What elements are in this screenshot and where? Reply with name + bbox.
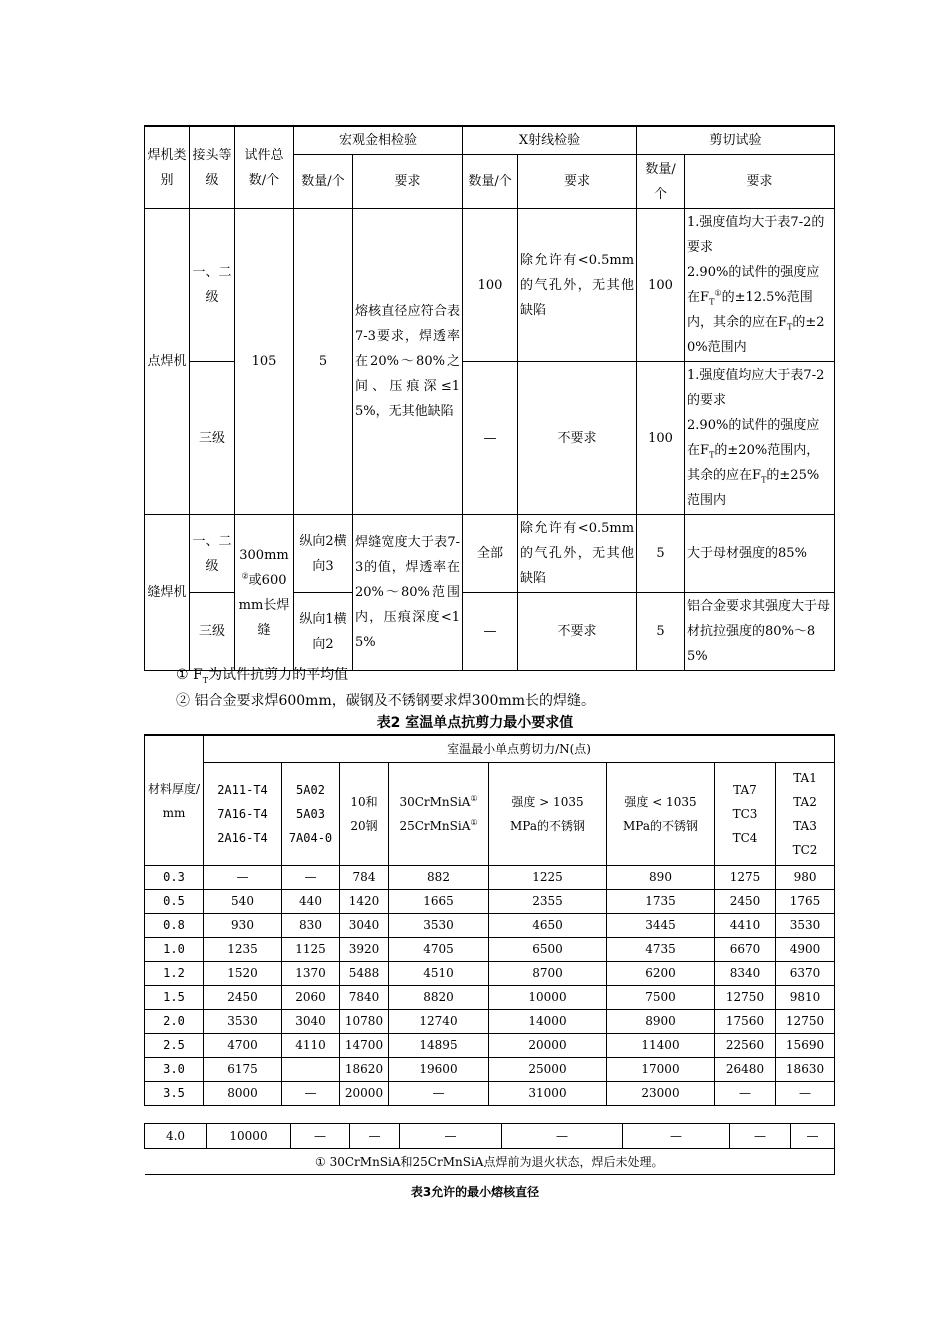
shear-value-cell bbox=[282, 1058, 340, 1082]
shear-value-cell: 7840 bbox=[340, 986, 389, 1010]
shear-value-cell: — bbox=[791, 1124, 835, 1149]
shear-value-cell: 8000 bbox=[204, 1082, 282, 1106]
shear-value-cell: 6200 bbox=[607, 962, 715, 986]
thickness-cell: 1.2 bbox=[145, 962, 204, 986]
thickness-cell: 3.5 bbox=[145, 1082, 204, 1106]
shear-force-table bbox=[144, 734, 835, 1106]
shear-value-cell: 3530 bbox=[776, 914, 835, 938]
spot-shear-req-3-d: 的±25%范围内 bbox=[687, 468, 820, 508]
shear-value-cell: 3040 bbox=[340, 914, 389, 938]
thickness-cell: 4.0 bbox=[145, 1124, 207, 1149]
shear-value-cell: 3920 bbox=[340, 938, 389, 962]
spot-shear-req-12-c: 的±12.5%范围内，其余的应在F bbox=[687, 290, 813, 330]
spot-shear-req-12 bbox=[685, 209, 835, 362]
spot-shear-req-12-a: 1.强度值均大于表7-2的要求 bbox=[687, 215, 825, 255]
header-welder-type: 焊机类别 bbox=[145, 126, 190, 209]
table1-header-row bbox=[145, 126, 835, 155]
header-macro-req: 要求 bbox=[353, 155, 463, 209]
note-1-text: 为试件抗剪力的平均值 bbox=[208, 667, 349, 683]
shear-value-cell: 8820 bbox=[389, 986, 489, 1010]
shear-value-cell: 11400 bbox=[607, 1034, 715, 1058]
shear-value-cell: 1735 bbox=[607, 890, 715, 914]
table2-footnote-row bbox=[145, 1149, 835, 1175]
note-1-symbol: F bbox=[193, 667, 203, 683]
footnote-mark-1: ① bbox=[714, 288, 722, 298]
table2-header-row bbox=[145, 735, 835, 763]
shear-value-cell: 3530 bbox=[204, 1010, 282, 1034]
footnote-mark-2: ② bbox=[241, 571, 249, 581]
seam-shear-req-3: 铝合金要求其强度大于母材抗拉强度的80%～85% bbox=[685, 593, 835, 671]
header-joint-grade: 接头等级 bbox=[190, 126, 235, 209]
header-material-line: 10和 bbox=[350, 795, 378, 809]
seam-xray-qty-3: — bbox=[463, 593, 518, 671]
table-row-4-0 bbox=[145, 1124, 835, 1149]
header-material-line: 强度 > 1035 bbox=[511, 795, 584, 809]
shear-value-cell: 1665 bbox=[389, 890, 489, 914]
thickness-cell: 2.5 bbox=[145, 1034, 204, 1058]
subscript-t: T bbox=[709, 297, 715, 307]
shear-value-cell: — bbox=[350, 1124, 400, 1149]
seam-shear-qty-12: 5 bbox=[637, 515, 685, 593]
shear-force-table-continuation bbox=[144, 1123, 835, 1175]
spot-xray-req-3: 不要求 bbox=[518, 362, 637, 515]
shear-value-cell: 17560 bbox=[715, 1010, 776, 1034]
shear-value-cell: 1275 bbox=[715, 866, 776, 890]
header-shear-req: 要求 bbox=[685, 155, 835, 209]
table2-body bbox=[145, 866, 835, 1106]
subscript-t: T bbox=[761, 475, 767, 485]
inspection-requirements-table bbox=[144, 125, 835, 671]
thickness-cell: 0.5 bbox=[145, 890, 204, 914]
spot-grade3: 三级 bbox=[190, 362, 235, 515]
shear-value-cell: 4705 bbox=[389, 938, 489, 962]
shear-value-cell: — bbox=[730, 1124, 791, 1149]
note-2-mark: ② bbox=[176, 693, 190, 709]
seam-total-a: 300mm bbox=[239, 547, 289, 563]
header-material-line: TA1 bbox=[793, 771, 817, 785]
shear-value-cell: 7500 bbox=[607, 986, 715, 1010]
shear-value-cell: 3040 bbox=[282, 1010, 340, 1034]
table-row bbox=[145, 986, 835, 1010]
header-material-col-1 bbox=[204, 763, 282, 866]
shear-value-cell: 14700 bbox=[340, 1034, 389, 1058]
header-material-line: 5A02 bbox=[296, 783, 325, 797]
spot-shear-req-3-c: 的±20%范围内，其余的应在F bbox=[687, 443, 820, 483]
shear-value-cell: 882 bbox=[389, 866, 489, 890]
header-total-specimens: 试件总数/个 bbox=[235, 126, 294, 209]
spot-total: 105 bbox=[235, 209, 294, 515]
shear-value-cell: 10000 bbox=[207, 1124, 291, 1149]
seam-macro-req: 焊缝宽度大于表7-3的值，焊透率在20%～80%范围内，压痕深度<15% bbox=[353, 515, 463, 671]
footnote-mark: ① bbox=[470, 818, 478, 827]
spot-macro-req: 熔核直径应符合表7-3要求，焊透率在20%～80%之间、压痕深≤15%，无其他缺陷 bbox=[353, 209, 463, 515]
header-material-line: MPa的不锈钢 bbox=[510, 819, 585, 833]
spot-shear-req-12-b: 2.90%的试件的强度应在F bbox=[687, 265, 820, 305]
shear-value-cell: — bbox=[776, 1082, 835, 1106]
header-material-line: MPa的不锈钢 bbox=[623, 819, 698, 833]
seam-shear-req-12: 大于母材强度的85% bbox=[685, 515, 835, 593]
shear-value-cell: — bbox=[291, 1124, 350, 1149]
table1-notes bbox=[176, 662, 595, 714]
seam-shear-qty-3: 5 bbox=[637, 593, 685, 671]
header-material-line: 5A03 bbox=[296, 807, 325, 821]
shear-value-cell: 3445 bbox=[607, 914, 715, 938]
shear-value-cell: 18630 bbox=[776, 1058, 835, 1082]
header-material-col-2 bbox=[282, 763, 340, 866]
shear-value-cell: — bbox=[282, 1082, 340, 1106]
table-row bbox=[145, 1058, 835, 1082]
shear-value-cell: 5488 bbox=[340, 962, 389, 986]
note-2 bbox=[176, 688, 595, 714]
spot-macro-qty: 5 bbox=[294, 209, 353, 515]
shear-value-cell: 26480 bbox=[715, 1058, 776, 1082]
shear-value-cell: 22560 bbox=[715, 1034, 776, 1058]
shear-value-cell: 12750 bbox=[715, 986, 776, 1010]
header-xray-inspection: X射线检验 bbox=[463, 126, 637, 155]
header-material-line: 20钢 bbox=[350, 819, 378, 833]
shear-value-cell: — bbox=[282, 866, 340, 890]
header-material-line: 7A04-0 bbox=[288, 831, 333, 845]
table-row bbox=[145, 962, 835, 986]
header-shear-force-group: 室温最小单点剪切力/N(点) bbox=[204, 735, 835, 763]
thickness-cell: 0.8 bbox=[145, 914, 204, 938]
shear-value-cell: 12750 bbox=[776, 1010, 835, 1034]
header-material-col-7 bbox=[715, 763, 776, 866]
seam-grade12-row bbox=[145, 515, 835, 593]
shear-value-cell: 6670 bbox=[715, 938, 776, 962]
header-shear-test: 剪切试验 bbox=[637, 126, 835, 155]
shear-value-cell: 6500 bbox=[489, 938, 607, 962]
header-material-line: 强度 < 1035 bbox=[624, 795, 697, 809]
shear-value-cell: 784 bbox=[340, 866, 389, 890]
spot-xray-qty-12: 100 bbox=[463, 209, 518, 362]
shear-value-cell: 10000 bbox=[489, 986, 607, 1010]
thickness-cell: 1.0 bbox=[145, 938, 204, 962]
shear-value-cell: 2450 bbox=[715, 890, 776, 914]
shear-value-cell: 17000 bbox=[607, 1058, 715, 1082]
shear-value-cell: 540 bbox=[204, 890, 282, 914]
shear-value-cell: 4410 bbox=[715, 914, 776, 938]
shear-value-cell: 4900 bbox=[776, 938, 835, 962]
spot-grade12: 一、二级 bbox=[190, 209, 235, 362]
table-row bbox=[145, 938, 835, 962]
table-row bbox=[145, 890, 835, 914]
shear-value-cell: 31000 bbox=[489, 1082, 607, 1106]
header-material-col-4 bbox=[389, 763, 489, 866]
seam-xray-qty-12: 全部 bbox=[463, 515, 518, 593]
header-material-line: TA2 bbox=[793, 795, 817, 809]
shear-value-cell: 1420 bbox=[340, 890, 389, 914]
thickness-cell: 1.5 bbox=[145, 986, 204, 1010]
shear-value-cell: 1520 bbox=[204, 962, 282, 986]
shear-value-cell: 10780 bbox=[340, 1010, 389, 1034]
subscript-t: T bbox=[709, 450, 715, 460]
table3-caption: 表3允许的最小熔核直径 bbox=[410, 1185, 540, 1199]
shear-value-cell: 980 bbox=[776, 866, 835, 890]
shear-value-cell: — bbox=[502, 1124, 623, 1149]
header-material-line: 30CrMnSiA bbox=[399, 795, 471, 809]
seam-macro-qty-12: 纵向2横向3 bbox=[294, 515, 353, 593]
seam-xray-req-3: 不要求 bbox=[518, 593, 637, 671]
footnote-mark: ① bbox=[470, 794, 478, 803]
shear-value-cell: 4650 bbox=[489, 914, 607, 938]
header-material-line: 7A16-T4 bbox=[217, 807, 268, 821]
note-1-mark: ① bbox=[176, 667, 189, 683]
shear-value-cell: 4110 bbox=[282, 1034, 340, 1058]
header-material-line: TC3 bbox=[732, 807, 758, 821]
shear-value-cell: 830 bbox=[282, 914, 340, 938]
shear-value-cell: 20000 bbox=[340, 1082, 389, 1106]
seam-total-b: 或600mm长焊缝 bbox=[238, 572, 290, 638]
shear-value-cell: 1370 bbox=[282, 962, 340, 986]
table2-caption: 表2 室温单点抗剪力最小要求值 bbox=[376, 715, 574, 731]
shear-value-cell: 14000 bbox=[489, 1010, 607, 1034]
shear-value-cell: — bbox=[204, 866, 282, 890]
shear-value-cell: 890 bbox=[607, 866, 715, 890]
spot-welder-label: 点焊机 bbox=[145, 209, 190, 515]
shear-value-cell: 2450 bbox=[204, 986, 282, 1010]
table-row bbox=[145, 1034, 835, 1058]
header-macro-inspection: 宏观金相检验 bbox=[294, 126, 463, 155]
shear-value-cell: 4700 bbox=[204, 1034, 282, 1058]
shear-value-cell: 1765 bbox=[776, 890, 835, 914]
header-material-line: TA3 bbox=[793, 819, 817, 833]
shear-value-cell: 8700 bbox=[489, 962, 607, 986]
seam-grade3: 三级 bbox=[190, 593, 235, 671]
shear-value-cell: 25000 bbox=[489, 1058, 607, 1082]
table-row bbox=[145, 914, 835, 938]
thickness-cell: 2.0 bbox=[145, 1010, 204, 1034]
shear-value-cell: 8340 bbox=[715, 962, 776, 986]
seam-xray-req-12: 除允许有<0.5mm的气孔外，无其他缺陷 bbox=[518, 515, 637, 593]
header-material-line: 25CrMnSiA bbox=[399, 819, 471, 833]
header-material-line: TC4 bbox=[732, 831, 758, 845]
shear-value-cell: 6175 bbox=[204, 1058, 282, 1082]
shear-value-cell: 2355 bbox=[489, 890, 607, 914]
spot-xray-qty-3: — bbox=[463, 362, 518, 515]
shear-value-cell: 440 bbox=[282, 890, 340, 914]
shear-value-cell: 8900 bbox=[607, 1010, 715, 1034]
spot-shear-qty-12: 100 bbox=[637, 209, 685, 362]
header-material-line: 2A11-T4 bbox=[217, 783, 268, 797]
table-row bbox=[145, 866, 835, 890]
seam-total bbox=[235, 515, 294, 671]
table2-material-header-row bbox=[145, 763, 835, 866]
spot-grade12-row bbox=[145, 209, 835, 362]
header-shear-qty: 数量/个 bbox=[637, 155, 685, 209]
spot-shear-req-3-b: 2.90%的试件的强度应在F bbox=[687, 418, 820, 458]
shear-value-cell: 1235 bbox=[204, 938, 282, 962]
seam-macro-qty-3: 纵向1横向2 bbox=[294, 593, 353, 671]
header-material-col-5 bbox=[489, 763, 607, 866]
shear-value-cell: 15690 bbox=[776, 1034, 835, 1058]
shear-value-cell: 1125 bbox=[282, 938, 340, 962]
table2-footnote: ① 30CrMnSiA和25CrMnSiA点焊前为退火状态，焊后未处理。 bbox=[145, 1149, 835, 1175]
spot-shear-req-3-a: 1.强度值均应大于表7-2的要求 bbox=[687, 368, 825, 408]
shear-value-cell: 4510 bbox=[389, 962, 489, 986]
header-material-col-6 bbox=[607, 763, 715, 866]
thickness-cell: 3.0 bbox=[145, 1058, 204, 1082]
shear-value-cell: 18620 bbox=[340, 1058, 389, 1082]
shear-value-cell: — bbox=[715, 1082, 776, 1106]
shear-value-cell: 9810 bbox=[776, 986, 835, 1010]
shear-value-cell: 19600 bbox=[389, 1058, 489, 1082]
subscript-t: T bbox=[787, 322, 793, 332]
seam-grade12: 一、二级 bbox=[190, 515, 235, 593]
note-1 bbox=[176, 662, 595, 688]
shear-value-cell: 6370 bbox=[776, 962, 835, 986]
note-1-subscript: T bbox=[202, 675, 209, 685]
seam-welder-label: 缝焊机 bbox=[145, 515, 190, 671]
shear-value-cell: 4735 bbox=[607, 938, 715, 962]
shear-value-cell: 14895 bbox=[389, 1034, 489, 1058]
header-xray-qty: 数量/个 bbox=[463, 155, 518, 209]
header-material-col-8 bbox=[776, 763, 835, 866]
table-row bbox=[145, 1010, 835, 1034]
shear-value-cell: 1225 bbox=[489, 866, 607, 890]
header-material-col-3 bbox=[340, 763, 389, 866]
spot-xray-req-12: 除允许有<0.5mm的气孔外，无其他缺陷 bbox=[518, 209, 637, 362]
shear-value-cell: — bbox=[400, 1124, 502, 1149]
header-material-line: 2A16-T4 bbox=[217, 831, 268, 845]
header-material-line: TC2 bbox=[792, 843, 818, 857]
shear-value-cell: — bbox=[623, 1124, 730, 1149]
shear-value-cell: — bbox=[389, 1082, 489, 1106]
spot-shear-req-12-d: 的±20%范围内 bbox=[687, 315, 825, 355]
spot-shear-qty-3: 100 bbox=[637, 362, 685, 515]
header-xray-req: 要求 bbox=[518, 155, 637, 209]
header-thickness: 材料厚度/mm bbox=[145, 735, 204, 866]
thickness-cell: 0.3 bbox=[145, 866, 204, 890]
shear-value-cell: 930 bbox=[204, 914, 282, 938]
shear-value-cell: 20000 bbox=[489, 1034, 607, 1058]
spot-shear-req-3 bbox=[685, 362, 835, 515]
header-macro-qty: 数量/个 bbox=[294, 155, 353, 209]
note-2-text: 铝合金要求焊600mm，碳钢及不锈钢要求焊300mm长的焊缝。 bbox=[194, 693, 595, 709]
shear-value-cell: 23000 bbox=[607, 1082, 715, 1106]
shear-value-cell: 12740 bbox=[389, 1010, 489, 1034]
table-row bbox=[145, 1082, 835, 1106]
shear-value-cell: 3530 bbox=[389, 914, 489, 938]
header-material-line: TA7 bbox=[733, 783, 757, 797]
shear-value-cell: 2060 bbox=[282, 986, 340, 1010]
